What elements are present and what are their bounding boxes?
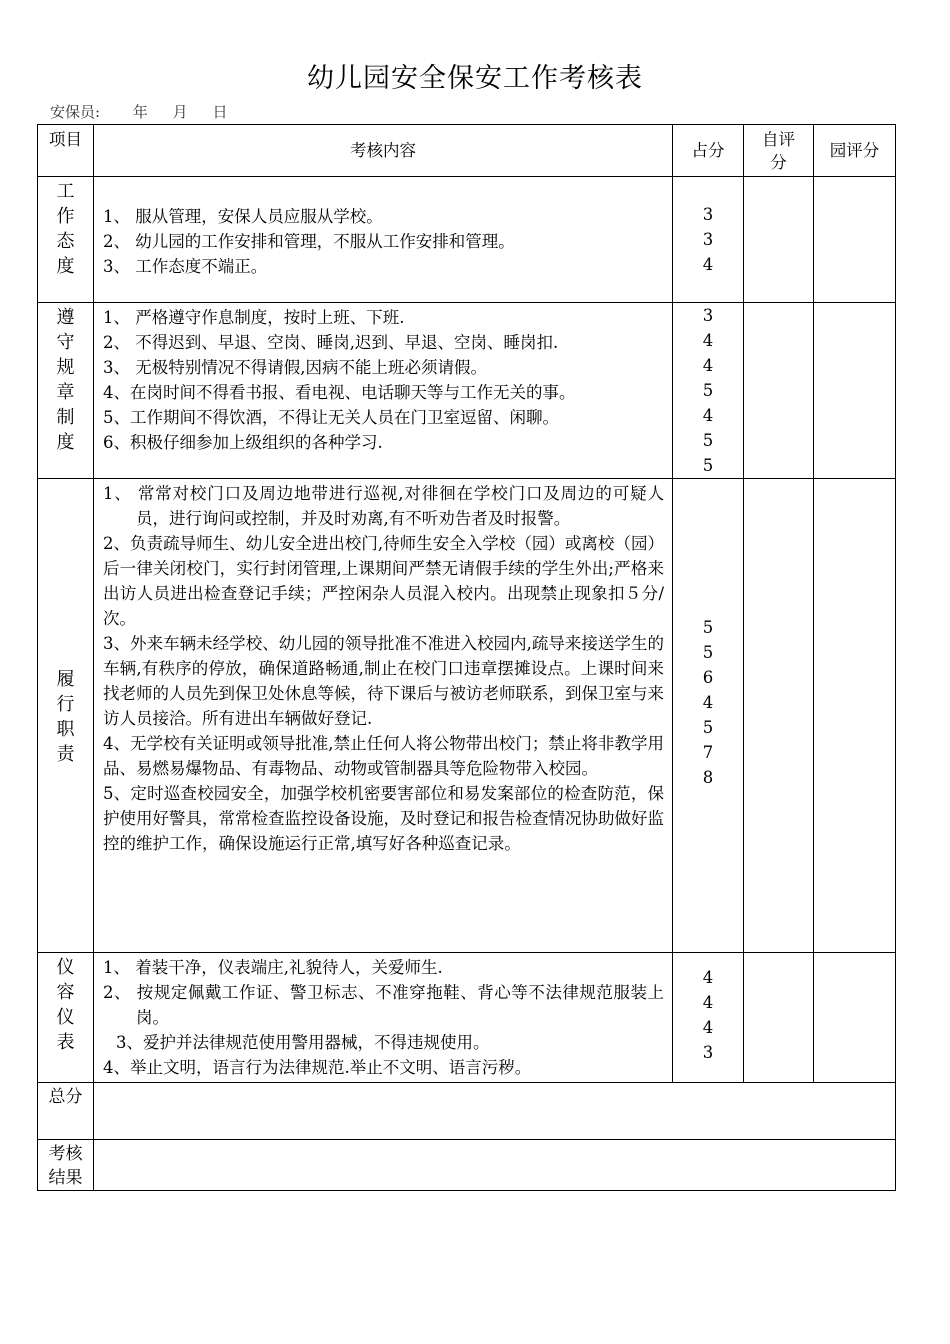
section-name-rules: 遵 守 规 章 制 度 <box>38 303 94 479</box>
section-name-duties: 履 行 职 责 <box>38 479 94 953</box>
score-value: 4 <box>702 356 714 375</box>
section-content-rules <box>94 303 673 479</box>
self-score-cell[interactable] <box>744 303 814 479</box>
result-value-cell[interactable] <box>94 1140 896 1191</box>
day-label: 日 <box>212 103 228 121</box>
section-name-appearance: 仪 容 仪 表 <box>38 953 94 1083</box>
form-title: 幼儿园安全保安工作考核表 <box>307 63 643 94</box>
header-row <box>38 125 896 177</box>
list-item: 3、外来车辆未经学校、幼儿园的领导批准不准进入校园内,疏导来接送学生的车辆,有秩序的停放，确保道路畅通,制止在校门口违章摆摊设点。上课时间来找老师的人员先到保卫处休息等候，待下课后与被访老师联系，到保卫室与来访人员接洽。所有进出车辆做好登记. <box>103 634 664 728</box>
list-item: 4、无学校有关证明或领导批准,禁止任何人将公物带出校门；禁止将非教学用品、易燃易爆物品、有毒物品、动物或管制器具等危险物带入校园。 <box>103 734 664 778</box>
score-value: 5 <box>702 381 714 400</box>
list-item: 6、积极仔细参加上级组织的各种学习. <box>103 433 383 452</box>
list-item: 3、爱护并法律规范使用警用器械，不得违规使用。 <box>116 1033 490 1052</box>
score-value: 7 <box>702 743 714 762</box>
year-label: 年 <box>132 103 148 121</box>
total-row <box>38 1083 896 1140</box>
assessment-table <box>37 124 896 1191</box>
list-item: 1、 严格遵守作息制度，按时上班、下班. <box>103 308 405 327</box>
section-content-appearance <box>94 953 673 1083</box>
score-value: 4 <box>702 968 714 987</box>
list-item: 2、 不得迟到、早退、空岗、睡岗,迟到、早退、空岗、睡岗扣. <box>103 333 559 352</box>
header-content: 考核内容 <box>94 125 673 177</box>
result-row <box>38 1140 896 1191</box>
header-self-score <box>744 125 814 177</box>
score-value: 5 <box>702 643 714 662</box>
section-row-rules <box>38 303 896 479</box>
garden-score-cell[interactable] <box>814 303 896 479</box>
section-row-work-attitude <box>38 177 896 303</box>
section-scores-appearance <box>673 953 744 1083</box>
score-value: 4 <box>702 993 714 1012</box>
guard-label: 安保员: <box>50 103 101 121</box>
score-value: 5 <box>702 431 714 450</box>
list-item: 4、举止文明，语言行为法律规范.举止不文明、语言污秽。 <box>103 1058 532 1077</box>
month-label: 月 <box>172 103 188 121</box>
guard-info-line <box>50 101 227 122</box>
section-scores-work-attitude <box>673 177 744 303</box>
list-item: 1、 服从管理，安保人员应服从学校。 <box>103 207 383 226</box>
header-garden-score: 园评分 <box>814 125 896 177</box>
score-value: 4 <box>702 255 714 274</box>
score-value: 3 <box>702 1043 714 1062</box>
score-value: 4 <box>702 331 714 350</box>
garden-score-cell[interactable] <box>814 177 896 303</box>
self-score-cell[interactable] <box>744 177 814 303</box>
section-content-work-attitude <box>94 177 673 303</box>
self-score-cell[interactable] <box>744 479 814 953</box>
score-value: 5 <box>702 618 714 637</box>
list-item: 5、工作期间不得饮酒，不得让无关人员在门卫室逗留、闲聊。 <box>103 408 559 427</box>
section-scores-rules <box>673 303 744 479</box>
garden-score-cell[interactable] <box>814 953 896 1083</box>
list-item: 3、 工作态度不端正。 <box>103 257 268 276</box>
result-label-text: 考核结果 <box>48 1144 83 1188</box>
list-item: 2、负责疏导师生、幼儿安全进出校门,待师生安全入学校（园）或离校（园）后一律关闭校门，实行封闭管理,上课期间严禁无请假手续的学生外出;严格来出访人员进出检查登记手续；严控闲杂人员混入校内。出现禁止现象扣５分/次。 <box>103 534 664 628</box>
section-row-appearance <box>38 953 896 1083</box>
list-item: 3、 无极特别情况不得请假,因病不能上班必须请假。 <box>103 358 487 377</box>
section-scores-duties <box>673 479 744 953</box>
score-value: 4 <box>702 406 714 425</box>
score-value: 5 <box>702 718 714 737</box>
header-score: 占分 <box>673 125 744 177</box>
score-value: 4 <box>702 693 714 712</box>
score-value: 3 <box>702 230 714 249</box>
total-value-cell[interactable] <box>94 1083 896 1140</box>
result-label <box>38 1140 94 1191</box>
section-name-work-attitude: 工 作 态 度 <box>38 177 94 303</box>
self-score-cell[interactable] <box>744 953 814 1083</box>
section-row-duties <box>38 479 896 953</box>
list-item: 2、 按规定佩戴工作证、警卫标志、不准穿拖鞋、背心等不法律规范服装上岗。 <box>103 983 664 1027</box>
score-value: 3 <box>702 306 714 325</box>
score-value: 5 <box>702 456 714 475</box>
score-value: 6 <box>702 668 714 687</box>
list-item: 4、在岗时间不得看书报、看电视、电话聊天等与工作无关的事。 <box>103 383 576 402</box>
list-item: 1、 着装干净，仪表端庄,礼貌待人，关爱师生. <box>103 958 443 977</box>
score-value: 3 <box>702 205 714 224</box>
header-self-score-text: 自评分 <box>762 129 795 172</box>
score-value: 8 <box>702 768 714 787</box>
total-label: 总分 <box>38 1083 94 1140</box>
list-item: 2、 幼儿园的工作安排和管理，不服从工作安排和管理。 <box>103 232 515 251</box>
section-content-duties <box>94 479 673 953</box>
list-item: 5、定时巡查校园安全，加强学校机密要害部位和易发案部位的检查防范，保护使用好警具，常常检查监控设备设施，及时登记和报告检查情况协助做好监控的维护工作，确保设施运行正常,填写好各种巡查记录。 <box>103 784 664 853</box>
score-value: 4 <box>702 1018 714 1037</box>
header-item: 项目 <box>38 125 94 177</box>
garden-score-cell[interactable] <box>814 479 896 953</box>
list-item: 1、 常常对校门口及周边地带进行巡视,对徘徊在学校门口及周边的可疑人员，进行询问或控制，并及时劝离,有不听劝告者及时报警。 <box>103 484 664 528</box>
